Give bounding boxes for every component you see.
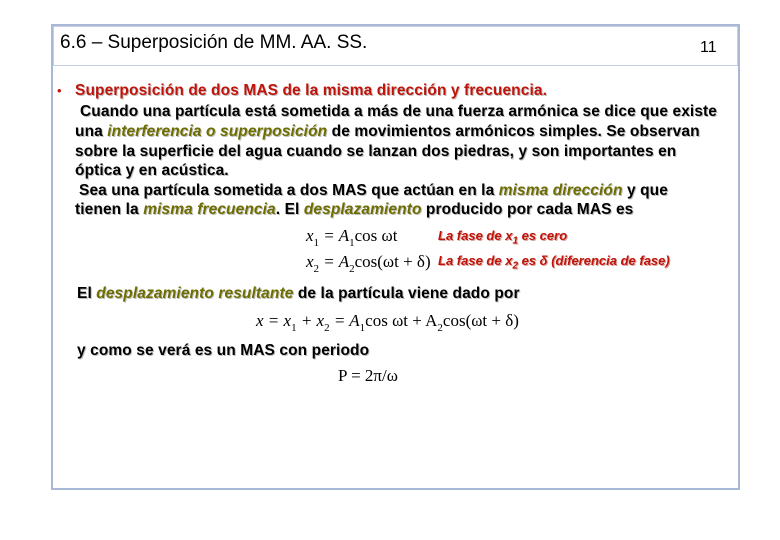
- text-span: producido por cada MAS es: [421, 201, 634, 218]
- equation-resultant: [256, 311, 519, 334]
- eq-symbol: cos ωt + A: [365, 311, 438, 330]
- note-subscript: 2: [512, 260, 518, 272]
- text-span: El: [77, 285, 97, 302]
- eq-subscript: 2: [324, 322, 330, 334]
- section-heading: Superposición de dos MAS de la misma dirección y frecuencia.: [75, 82, 547, 99]
- highlighted-term: desplazamiento resultante: [96, 285, 294, 302]
- text-span: de la partícula viene dado por: [293, 285, 520, 302]
- note-text: La fase de x: [438, 253, 513, 268]
- paragraph-line: [79, 182, 668, 200]
- eq-symbol: + x: [296, 311, 325, 330]
- paragraph-line: [75, 201, 633, 219]
- paragraph-line: óptica y en acústica.: [75, 162, 229, 179]
- paragraph-line: sobre la superficie del agua cuando se lanzan dos piedras, y son importantes en: [75, 143, 677, 160]
- bullet-marker: •: [57, 83, 62, 98]
- note-subscript: 1: [512, 235, 518, 247]
- text-span: tienen la: [75, 201, 144, 218]
- note-text: La fase de x: [438, 228, 513, 243]
- phase-note-x2: [438, 253, 670, 272]
- eq-subscript: 1: [313, 237, 320, 249]
- eq-symbol: = A: [329, 311, 360, 330]
- paragraph-line: [75, 123, 700, 141]
- highlighted-term: misma frecuencia: [143, 201, 276, 218]
- note-text: es δ (diferencia de fase): [518, 253, 670, 268]
- eq-subscript: 1: [291, 322, 297, 334]
- eq-subscript: 1: [359, 322, 366, 334]
- paragraph-line: y como se verá es un MAS con periodo: [77, 342, 370, 359]
- eq-symbol: = A: [323, 226, 350, 245]
- eq-symbol: cos(ωt + δ): [442, 311, 519, 330]
- equation-period: P = 2π/ω: [338, 366, 398, 385]
- text-span: y que: [622, 182, 668, 199]
- eq-subscript: 1: [349, 237, 355, 249]
- highlighted-term: desplazamiento: [303, 201, 422, 218]
- paragraph-line: [77, 285, 520, 303]
- paragraph-line: Cuando una partícula está sometida a más de una fuerza armónica se dice que existe: [80, 103, 718, 120]
- equation-x1: [306, 226, 397, 249]
- eq-symbol: cos ωt: [354, 226, 398, 245]
- highlighted-term: interferencia o superposición: [107, 123, 328, 140]
- eq-subscript: 2: [437, 322, 443, 334]
- eq-subscript: 2: [313, 263, 320, 275]
- eq-subscript: 2: [349, 263, 355, 275]
- eq-symbol: cos(ωt + δ): [354, 252, 431, 271]
- text-span: Sea una partícula sometida a dos MAS que actúan en la: [79, 182, 499, 199]
- eq-symbol: x: [306, 252, 314, 271]
- slide-title: 6.6 – Superposición de MM. AA. SS.: [60, 32, 368, 53]
- text-span: . El: [275, 201, 304, 218]
- phase-note-x1: [438, 228, 567, 247]
- text-span: una: [75, 123, 108, 140]
- equation-x2: [306, 252, 431, 275]
- text-span: de movimientos armónicos simples. Se observan: [327, 123, 700, 140]
- highlighted-term: misma dirección: [498, 182, 623, 199]
- eq-symbol: x: [306, 226, 314, 245]
- note-text: es cero: [518, 228, 568, 243]
- eq-symbol: = A: [323, 252, 350, 271]
- eq-symbol: x = x: [256, 311, 292, 330]
- slide-number: 11: [700, 39, 717, 56]
